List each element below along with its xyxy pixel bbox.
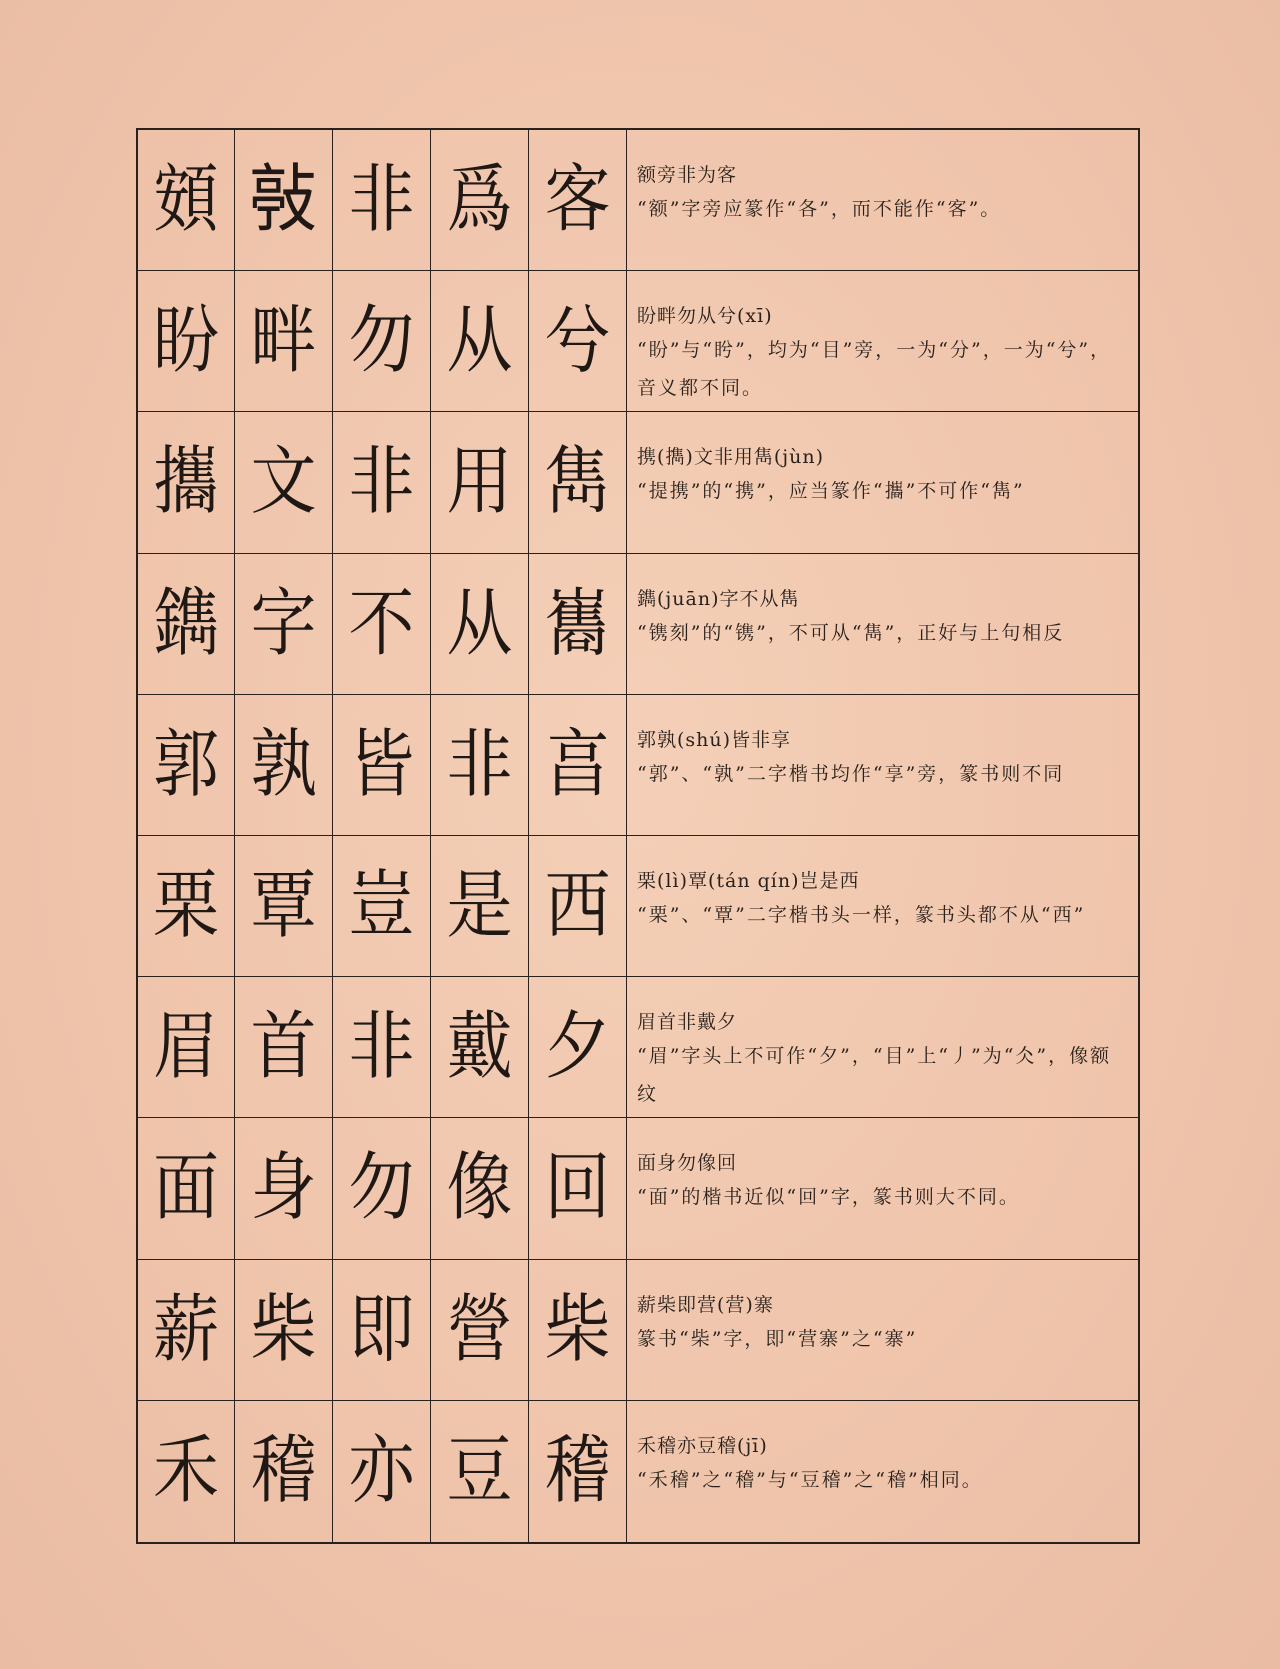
table-row (138, 412, 1138, 553)
seal-character: 禾 (138, 1401, 235, 1542)
note-title: 郭孰(shú)皆非享 (637, 728, 792, 751)
seal-character: 皆 (333, 695, 431, 835)
seal-character: 亯 (529, 695, 627, 835)
seal-character: 非 (333, 130, 431, 270)
table-row (138, 977, 1138, 1118)
seal-character: 鐫 (138, 554, 235, 694)
note-title: 鐫(juān)字不从雋 (637, 587, 800, 610)
table-row (138, 130, 1138, 271)
note-title: 眉首非戴夕 (637, 1011, 738, 1034)
seal-character: 豆 (431, 1401, 529, 1542)
seal-character: 字 (235, 554, 333, 694)
table-row (138, 836, 1138, 977)
seal-character: 非 (431, 695, 529, 835)
seal-character: 豈 (333, 836, 431, 976)
seal-character: 柴 (235, 1260, 333, 1400)
note-body: “面”的楷书近似“回”字，篆书则大不同。 (637, 1186, 1020, 1209)
table-row (138, 1401, 1138, 1542)
seal-character-table (136, 128, 1140, 1544)
table-row (138, 1260, 1138, 1401)
note-title: 栗(lì)覃(tán qín)岂是西 (637, 869, 860, 892)
note-title: 盼畔勿从兮(xī) (637, 305, 773, 328)
seal-character: 是 (431, 836, 529, 976)
note-body: “禾稽”之“稽”与“豆稽”之“稽”相同。 (637, 1468, 983, 1491)
seal-character: 畔 (235, 271, 333, 411)
note-body: “郭”、“孰”二字楷书均作“享”旁，篆书则不同 (637, 762, 1065, 785)
seal-character: 面 (138, 1118, 235, 1258)
seal-character: 即 (333, 1260, 431, 1400)
note-body: 篆书“柴”字，即“营寨”之“寨” (637, 1327, 918, 1350)
seal-character: 从 (431, 271, 529, 411)
seal-character: 兮 (529, 271, 627, 411)
seal-character: 雋 (529, 412, 627, 552)
note-cell (627, 412, 1138, 552)
seal-character: 巂 (529, 554, 627, 694)
note-cell (627, 130, 1138, 270)
note-title: 薪柴即营(营)寨 (637, 1293, 774, 1316)
seal-character: 爲 (431, 130, 529, 270)
table-row (138, 554, 1138, 695)
note-cell (627, 1401, 1138, 1542)
seal-character: 身 (235, 1118, 333, 1258)
seal-character: 非 (333, 412, 431, 552)
note-title: 面身勿像回 (637, 1152, 738, 1175)
note-body: “栗”、“覃”二字楷书头一样，篆书头都不从“西” (637, 903, 1086, 926)
seal-character: 栗 (138, 836, 235, 976)
seal-character: 首 (235, 977, 333, 1117)
seal-character: 从 (431, 554, 529, 694)
note-cell (627, 836, 1138, 976)
note-title: 额旁非为客 (637, 164, 738, 186)
note-body: “镌刻”的“镌”，不可从“雋”，正好与上句相反 (637, 621, 1065, 644)
seal-character: 夕 (529, 977, 627, 1117)
note-cell (627, 271, 1138, 411)
seal-character: 攜 (138, 412, 235, 552)
seal-character: 戴 (431, 977, 529, 1117)
seal-character: 盼 (138, 271, 235, 411)
note-cell (627, 977, 1138, 1117)
note-body: “提携”的“携”，应当篆作“攜”不可作“雋” (637, 480, 1025, 503)
seal-character: 用 (431, 412, 529, 552)
seal-character: 回 (529, 1118, 627, 1258)
seal-character: 覃 (235, 836, 333, 976)
seal-character: 眉 (138, 977, 235, 1117)
note-title: 携(擕)文非用雋(jùn) (637, 446, 825, 469)
seal-character: 𢾊 (235, 130, 333, 270)
note-cell (627, 695, 1138, 835)
note-title: 禾稽亦豆稽(jī) (637, 1434, 768, 1457)
seal-character: 柴 (529, 1260, 627, 1400)
seal-character: 郭 (138, 695, 235, 835)
seal-character: 稽 (235, 1401, 333, 1542)
seal-character: 客 (529, 130, 627, 270)
seal-character: 像 (431, 1118, 529, 1258)
seal-character: 亦 (333, 1401, 431, 1542)
note-body: “盼”与“盻”，均为“目”旁，一为“分”，一为“兮”，音义都不同。 (637, 339, 1112, 400)
note-body: “眉”字头上不可作“夕”，“目”上“丿”为“仌”，像额纹 (637, 1045, 1112, 1106)
seal-character: 勿 (333, 271, 431, 411)
seal-character: 勿 (333, 1118, 431, 1258)
seal-character: 西 (529, 836, 627, 976)
seal-character: 營 (431, 1260, 529, 1400)
seal-character: 頞 (138, 130, 235, 270)
table-row (138, 695, 1138, 836)
seal-character: 孰 (235, 695, 333, 835)
seal-character: 非 (333, 977, 431, 1117)
table-row (138, 1118, 1138, 1259)
note-cell (627, 1260, 1138, 1400)
note-cell (627, 1118, 1138, 1258)
seal-character: 文 (235, 412, 333, 552)
table-row (138, 271, 1138, 412)
note-cell (627, 554, 1138, 694)
note-body: “额”字旁应篆作“各”，而不能作“客”。 (637, 198, 1002, 220)
seal-character: 稽 (529, 1401, 627, 1542)
seal-character: 不 (333, 554, 431, 694)
seal-character: 薪 (138, 1260, 235, 1400)
